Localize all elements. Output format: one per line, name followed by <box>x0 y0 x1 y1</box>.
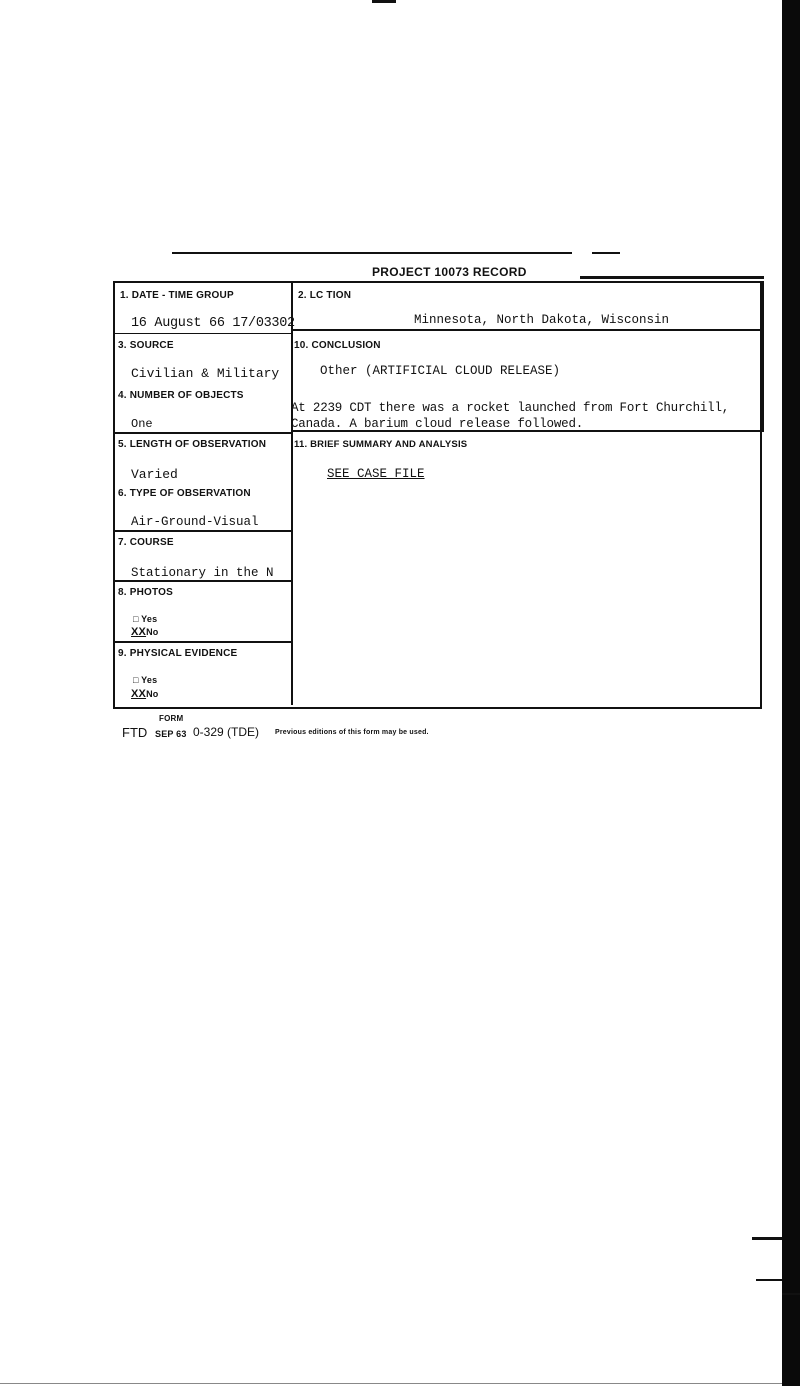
footer-form-date: SEP 63 <box>155 729 187 739</box>
number-of-objects-label: 4. NUMBER OF OBJECTS <box>118 390 244 401</box>
rule-left-1 <box>115 333 292 334</box>
photos-yes-checkbox: □ Yes <box>133 614 158 624</box>
rule-left-5 <box>115 530 292 532</box>
physical-evidence-no-mark: XX <box>131 688 147 700</box>
type-of-observation-label: 6. TYPE OF OBSERVATION <box>118 488 251 499</box>
course-label: 7. COURSE <box>118 537 174 548</box>
top-scan-mark <box>372 0 396 3</box>
summary-value: SEE CASE FILE <box>327 467 425 481</box>
conclusion-note-line-2: Canada. A barium cloud release followed. <box>291 417 584 431</box>
physical-evidence-no-checkbox <box>131 688 158 700</box>
scan-tick-3 <box>782 1293 800 1295</box>
physical-evidence-yes-checkbox: □ Yes <box>133 675 158 685</box>
rule-left-3 <box>115 432 292 434</box>
photos-no-checkbox <box>131 626 158 638</box>
source-value: Civilian & Military <box>131 366 280 381</box>
location-value: Minnesota, North Dakota, Wisconsin <box>414 313 670 327</box>
photos-label: 8. PHOTOS <box>118 587 173 598</box>
footer-form-number: 0-329 (TDE) <box>193 725 260 739</box>
scan-tick-1 <box>752 1237 782 1240</box>
record-title: PROJECT 10073 RECORD <box>372 265 527 279</box>
scan-bottom-edge <box>0 1383 782 1384</box>
footer-form-word: FORM <box>159 714 184 723</box>
conclusion-label: 10. CONCLUSION <box>294 340 381 351</box>
type-of-observation-value: Air-Ground-Visual <box>131 515 259 529</box>
footer-note: Previous editions of this form may be used. <box>275 729 429 736</box>
rule-left-7 <box>115 641 292 643</box>
length-of-observation-value: Varied <box>131 467 178 482</box>
location-label: 2. LC TION <box>298 290 352 301</box>
physical-evidence-label: 9. PHYSICAL EVIDENCE <box>118 648 238 659</box>
scan-edge-bar <box>782 0 800 1386</box>
header-rule-short <box>592 252 620 254</box>
summary-label: 11. BRIEF SUMMARY AND ANALYSIS <box>294 439 468 450</box>
course-value: Stationary in the N <box>131 566 274 580</box>
source-label: 3. SOURCE <box>118 340 174 351</box>
rule-left-6 <box>115 580 292 582</box>
length-of-observation-label: 5. LENGTH OF OBSERVATION <box>118 439 267 450</box>
physical-evidence-no-label: No <box>146 689 159 699</box>
rule-right-location <box>293 329 764 331</box>
date-time-group-label: 1. DATE - TIME GROUP <box>120 290 234 301</box>
conclusion-value: Other (ARTIFICIAL CLOUD RELEASE) <box>320 364 561 378</box>
photos-no-label: No <box>146 627 159 637</box>
conclusion-note-line-1: At 2239 CDT there was a rocket launched from Fort Churchill, <box>291 401 730 415</box>
header-rule <box>172 252 572 254</box>
footer-form-id: FTD <box>122 725 148 740</box>
date-time-group-value: 16 August 66 17/03302 <box>131 316 295 331</box>
right-col-extension <box>762 281 764 431</box>
photos-no-mark: XX <box>131 626 147 638</box>
scan-tick-2 <box>756 1279 782 1281</box>
top-right-rule <box>580 276 764 279</box>
number-of-objects-value: One <box>131 417 153 431</box>
